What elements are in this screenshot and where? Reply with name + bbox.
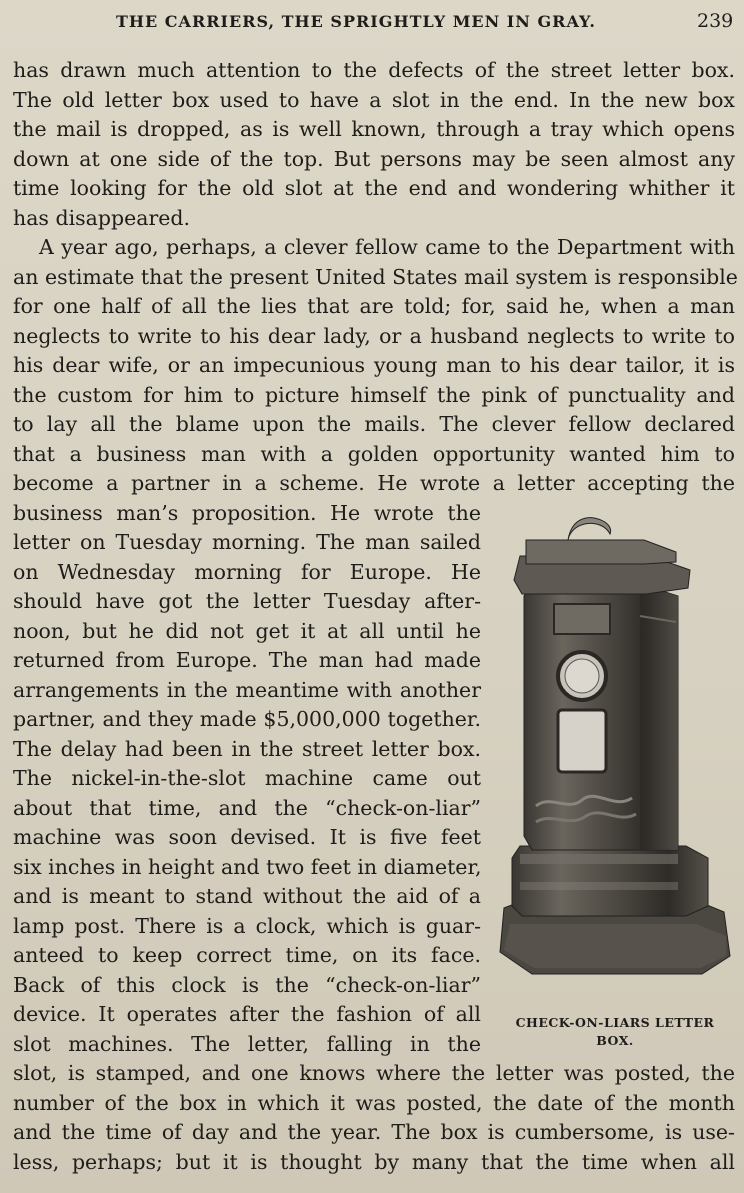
- text-line: number of the box in which it was posted, the date of the month: [13, 1090, 735, 1115]
- text-line: should have got the letter Tuesday after-: [13, 589, 481, 613]
- text-line: and the time of day and the year. The box is cumbersome, is use-: [13, 1120, 735, 1144]
- text-line: returned from Europe. The man had made: [13, 648, 481, 672]
- text-line: letter on Tuesday morning. The man sailed: [13, 530, 481, 554]
- text-line: has disappeared.: [13, 205, 191, 230]
- text-line: the mail is dropped, as is well known, through a tray which opens: [13, 117, 735, 141]
- running-head: THE CARRIERS, THE SPRIGHTLY MEN IN GRAY.: [116, 12, 596, 31]
- text-line: slot machines. The letter, falling in the: [13, 1031, 481, 1056]
- text-line: Back of this clock is the “check-on-liar”: [13, 972, 481, 997]
- text-line: The nickel-in-the-slot machine came out: [13, 766, 481, 790]
- text-line: slot, is stamped, and one knows where the letter was posted, the: [13, 1061, 735, 1085]
- text-line: on Wednesday morning for Europe. He: [13, 559, 481, 584]
- text-line: The delay had been in the street letter box.: [13, 736, 481, 761]
- text-line: The old letter box used to have a slot in the end. In the new box: [13, 87, 735, 112]
- letter-box-figure: [490, 516, 740, 1056]
- figure-caption: [490, 1014, 740, 1050]
- text-line: lamp post. There is a clock, which is guar-: [13, 913, 481, 938]
- text-line: time looking for the old slot at the end and wondering whither it: [13, 176, 735, 200]
- page-header: [0, 8, 744, 38]
- text-line: noon, but he did not get it at all until he: [13, 618, 481, 643]
- text-line: that a business man with a golden opportunity wanted him to: [13, 441, 735, 466]
- text-line: to lay all the blame upon the mails. The clever fellow declared: [13, 412, 735, 436]
- text-line: A year ago, perhaps, a clever fellow came to the Department with: [39, 235, 735, 259]
- text-line: arrangements in the meantime with another: [13, 677, 481, 702]
- text-line: neglects to write to his dear lady, or a husband neglects to write to: [13, 323, 735, 348]
- text-line: and is meant to stand without the aid of a: [13, 884, 481, 908]
- text-line: business man’s proposition. He wrote the: [13, 500, 481, 525]
- text-line: less, perhaps; but it is thought by many that the time when all: [13, 1149, 735, 1174]
- caption-line: CHECK-ON-LIARS LETTER: [515, 1015, 715, 1030]
- text-line: about that time, and the “check-on-liar”: [13, 795, 481, 820]
- text-line: machine was soon devised. It is five feet: [13, 825, 481, 849]
- text-line: become a partner in a scheme. He wrote a letter accepting the: [13, 471, 735, 495]
- text-line: down at one side of the top. But persons may be seen almost any: [13, 146, 735, 171]
- letter-box-illustration: [490, 516, 740, 1006]
- text-line: device. It operates after the fashion of all: [13, 1002, 481, 1026]
- text-line: his dear wife, or an impecunious young man to his dear tailor, it is: [13, 353, 735, 377]
- text-line: for one half of all the lies that are told; for, said he, when a man: [13, 294, 735, 318]
- text-line: partner, and they made $5,000,000 together.: [13, 707, 481, 731]
- text-line: an estimate that the present United States mail system is responsible: [13, 264, 738, 289]
- page-number: 239: [697, 10, 734, 32]
- text-line: anteed to keep correct time, on its face.: [13, 943, 481, 967]
- text-line: six inches in height and two feet in diameter,: [13, 854, 482, 879]
- text-line: has drawn much attention to the defects of the street letter box.: [13, 58, 735, 82]
- text-line: the custom for him to picture himself the pink of punctuality and: [13, 382, 735, 407]
- caption-line: BOX.: [596, 1033, 634, 1048]
